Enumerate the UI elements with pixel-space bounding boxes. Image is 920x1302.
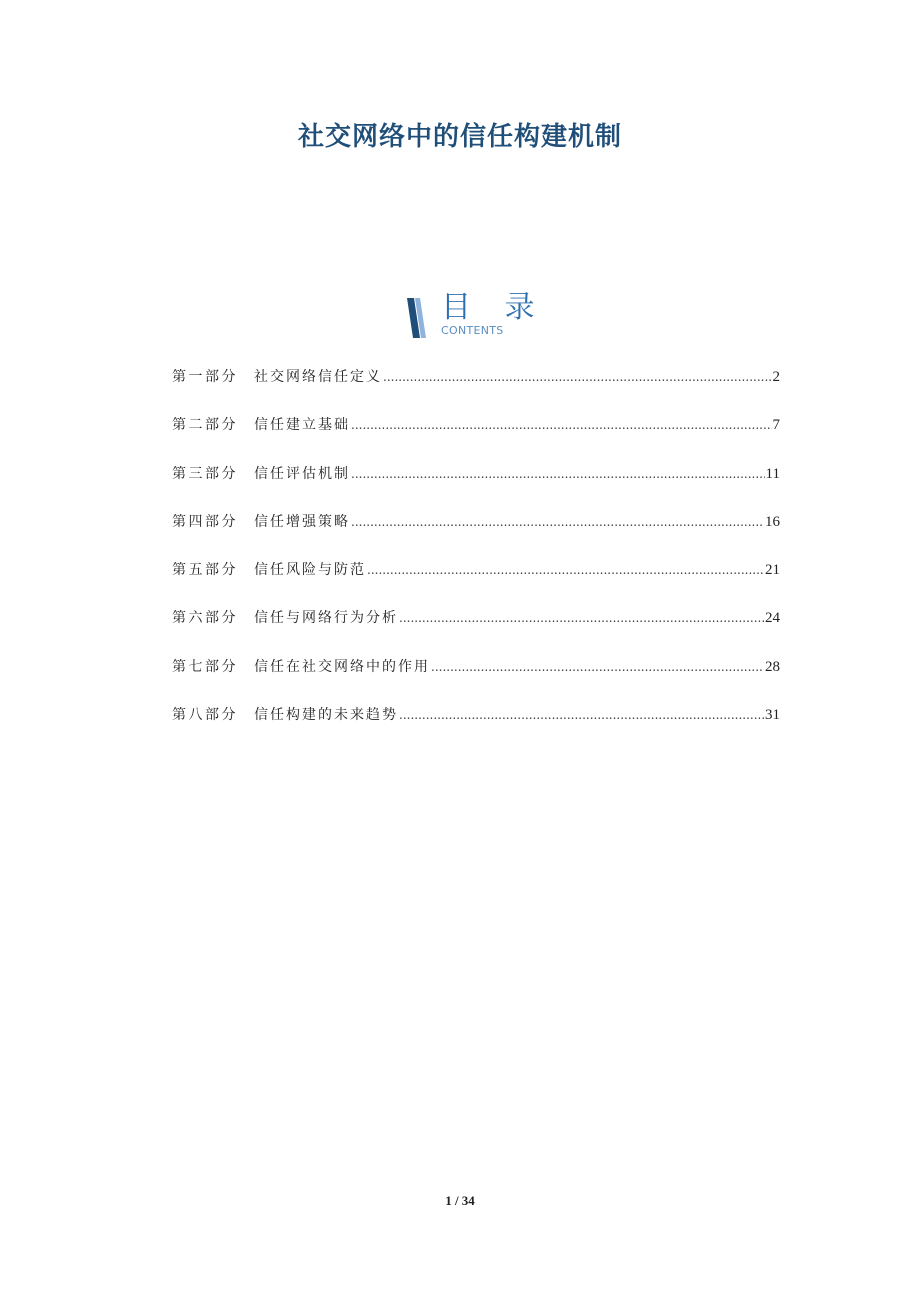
toc-part-number: 第八部分 bbox=[172, 707, 238, 724]
toc-entry-label: 信任在社交网络中的作用 bbox=[254, 658, 430, 675]
toc-page-number: 7 bbox=[772, 417, 780, 434]
toc-part-number: 第三部分 bbox=[172, 465, 238, 482]
toc-heading-subtitle: CONTENTS bbox=[441, 324, 504, 337]
toc-part-number: 第六部分 bbox=[172, 610, 238, 627]
toc-entry-label: 信任建立基础 bbox=[254, 417, 350, 434]
page-number-footer: 1 / 34 bbox=[445, 1193, 475, 1208]
toc-page-number: 28 bbox=[765, 658, 780, 675]
toc-leader-dots bbox=[351, 463, 765, 485]
toc-leader-dots bbox=[351, 414, 772, 436]
toc-part-number: 第七部分 bbox=[172, 658, 238, 675]
document-title: 社交网络中的信任构建机制 bbox=[297, 122, 622, 152]
toc-entry[interactable] bbox=[172, 414, 780, 462]
contents-logo-icon bbox=[405, 296, 435, 340]
toc-part-number: 第一部分 bbox=[172, 369, 238, 385]
toc-part-number: 第五部分 bbox=[172, 562, 238, 579]
toc-entry-label: 信任风险与防范 bbox=[254, 562, 366, 579]
toc-part-number: 第四部分 bbox=[172, 513, 238, 530]
toc-entry-label: 信任构建的未来趋势 bbox=[254, 707, 398, 724]
toc-leader-dots bbox=[399, 607, 764, 629]
toc-entry[interactable] bbox=[172, 704, 780, 752]
toc-page-number: 31 bbox=[765, 707, 780, 724]
toc-entry[interactable] bbox=[172, 463, 780, 511]
toc-entry-label: 信任与网络行为分析 bbox=[254, 610, 398, 627]
toc-page-number: 16 bbox=[765, 513, 780, 530]
toc-page-number: 11 bbox=[765, 465, 780, 482]
toc-leader-dots bbox=[399, 704, 764, 726]
toc-leader-dots bbox=[367, 559, 764, 581]
toc-entry-label: 信任评估机制 bbox=[254, 465, 350, 482]
toc-entry-label: 社交网络信任定义 bbox=[254, 369, 382, 385]
toc-leader-dots bbox=[383, 366, 772, 388]
toc-heading bbox=[405, 290, 547, 342]
toc-part-number: 第二部分 bbox=[172, 417, 238, 434]
toc-leader-dots bbox=[431, 656, 764, 678]
toc-entry[interactable] bbox=[172, 607, 780, 655]
table-of-contents bbox=[172, 366, 780, 752]
toc-leader-dots bbox=[351, 511, 764, 533]
toc-entry-label: 信任增强策略 bbox=[254, 513, 350, 530]
toc-entry[interactable] bbox=[172, 366, 780, 414]
toc-entry[interactable] bbox=[172, 511, 780, 559]
toc-entry[interactable] bbox=[172, 656, 780, 704]
toc-page-number: 24 bbox=[765, 610, 780, 627]
toc-heading-title: 目 录 bbox=[441, 290, 547, 325]
toc-page-number: 2 bbox=[772, 369, 780, 385]
toc-entry[interactable] bbox=[172, 559, 780, 607]
toc-page-number: 21 bbox=[765, 562, 780, 579]
